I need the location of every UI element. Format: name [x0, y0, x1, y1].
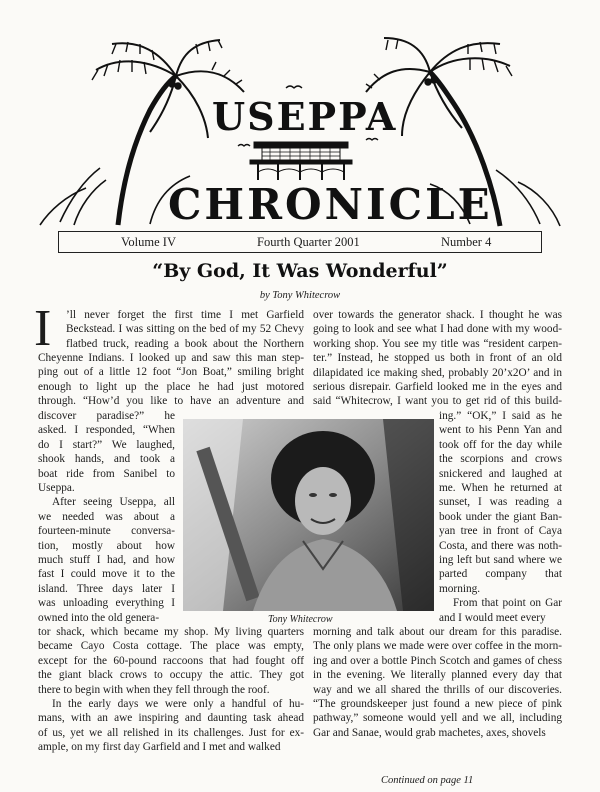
text-line: ing and over a bottle Pinch Scotch and games of chess — [313, 654, 562, 667]
text-line: ping out of a little 12 foot “Jon Boat,” smiling bright — [38, 366, 304, 379]
issue-number: Number 4 — [441, 235, 492, 249]
article-headline: “By God, It Was Wonderful” — [152, 260, 448, 282]
text-line: ter.” Instead, he stopped us both in front of an old — [313, 352, 562, 365]
text-line: enough to light up the place he had just motored — [38, 380, 304, 393]
masthead-title-top: USEPPA — [212, 94, 398, 139]
text-line: became Cayo Costa cottage. The place was empty, — [38, 640, 304, 653]
article-intro — [66, 308, 304, 351]
text-line: said “Whitecrow, I want you to get rid of this build- — [313, 395, 562, 408]
column1-top-text — [38, 351, 304, 409]
text-line: shook hands, and took a — [38, 453, 175, 466]
column2-bottom-text — [313, 625, 562, 740]
text-line: boat ride from Sanibel to — [38, 467, 175, 480]
author-photo — [183, 419, 434, 611]
text-line: working shop. You see my title was “resident carpen- — [313, 337, 562, 350]
text-line: much stuff I had, and how — [38, 554, 175, 567]
text-line: parted company that — [439, 568, 562, 581]
pavilion-icon — [250, 142, 352, 180]
text-line: owned into the old genera- — [38, 611, 160, 624]
masthead — [0, 0, 600, 232]
text-line: dilapidated ice making shed, probably 20’x2O’ and in — [313, 366, 562, 379]
text-line: Beckstead. I was sitting on the bed of my 52 Chevy — [66, 323, 304, 336]
text-line: pathway,” someone would yell and we all, including — [313, 712, 562, 725]
text-line: ’ll never forget the first time I met Garfield — [66, 309, 304, 321]
text-line: was unloading everything I — [38, 597, 175, 610]
text-line: fourteen-minute conversa- — [38, 525, 175, 538]
drop-cap: I — [34, 300, 52, 357]
text-line: book under the giant Ban- — [439, 510, 562, 523]
text-line: the scorpions and crows — [439, 453, 562, 466]
column1-wrapped-text — [38, 409, 175, 625]
masthead-title-bottom: CHRONICLE — [168, 180, 493, 229]
continued-link[interactable]: Continued on page 11 — [381, 775, 474, 786]
text-line: Costa, and there was noth- — [439, 539, 562, 552]
text-line: The only plans we made were over coffee in the morn- — [313, 640, 562, 653]
issue-quarter: Fourth Quarter 2001 — [257, 235, 360, 249]
text-line: flatbed truck, reading a book about the Northern — [66, 337, 304, 350]
text-line: serious disrepair. Garfield looked me in the eyes and — [313, 381, 562, 394]
text-line: took off for the day while — [439, 438, 562, 451]
article-byline: by Tony Whitecrow — [259, 290, 341, 301]
text-line: After seeing Useppa, all — [52, 496, 175, 509]
issue-volume: Volume IV — [121, 235, 176, 249]
text-line: discover paradise?” he — [38, 410, 175, 422]
column1-bottom-text — [38, 625, 304, 755]
text-line: snickered and laughed at — [439, 467, 562, 480]
text-line: except for the 60-pound raccoons that had fought off — [38, 654, 304, 667]
text-line: me. When he returned at — [439, 482, 562, 495]
text-line: and I would meet every — [439, 611, 546, 624]
text-line: going to look and see what I had done with my wood- — [313, 323, 562, 336]
text-line: through. “How’d you like to have an adventure and — [38, 395, 304, 408]
text-line: ample, on my first day Garfield and I met and walked — [38, 741, 281, 754]
text-line: From that point on Gar — [453, 597, 562, 610]
text-line: tor shack, which became my shop. My living quarters — [38, 626, 304, 638]
text-line: Useppa. — [38, 482, 75, 495]
text-line: of us, yet we all relished in its challenges. Just for ex- — [38, 726, 304, 739]
text-line: sunset, I was reading a — [439, 496, 562, 509]
photo-caption: Tony Whitecrow — [268, 614, 333, 625]
text-line: asked. I responded, “When — [38, 424, 175, 437]
issue-info-bar — [58, 231, 542, 253]
text-line: way and we all shared the thrills of our discoveries. — [313, 683, 562, 696]
text-line: in the evening. We literally planned every day that — [313, 669, 562, 682]
portrait-icon — [183, 419, 434, 611]
text-line: ing left but sand where we — [439, 554, 562, 567]
text-line: fast I could move it to the — [38, 568, 175, 581]
text-line: Gar and Sanae, would grab machetes, axes, shovels — [313, 726, 546, 739]
text-line: “The groundskeeper just found a new piece of pink — [313, 698, 562, 711]
text-line: over towards the generator shack. I thought he was — [313, 309, 562, 321]
column2-wrapped-text — [439, 409, 562, 625]
text-line: yan tree in front of Caya — [439, 525, 562, 538]
text-line: mans, with an awe inspiring and daunting task ahead — [38, 712, 304, 725]
text-line: morning and talk about our dream for this paradise. — [313, 626, 562, 638]
text-line: we needed was about a — [38, 510, 175, 523]
text-line: Cheyenne Indians. I looked up and saw this man step- — [38, 352, 304, 364]
text-line: island. Three days later I — [38, 582, 175, 595]
text-line: tion, mostly about how — [38, 539, 175, 552]
text-line: went to his Penn Yan and — [439, 424, 562, 437]
text-line: there to begin with when they fell through the roof. — [38, 683, 270, 696]
text-line: do I start?” We laughed, — [38, 438, 175, 451]
column2-top-text — [313, 308, 562, 409]
text-line: the giant black crows to occupy the attic. They got — [38, 669, 304, 682]
text-line: In the early days we were only a handful of hu- — [52, 698, 304, 711]
text-line: ing.” “OK,” I said as he — [439, 410, 562, 422]
text-line: morning. — [439, 582, 481, 595]
